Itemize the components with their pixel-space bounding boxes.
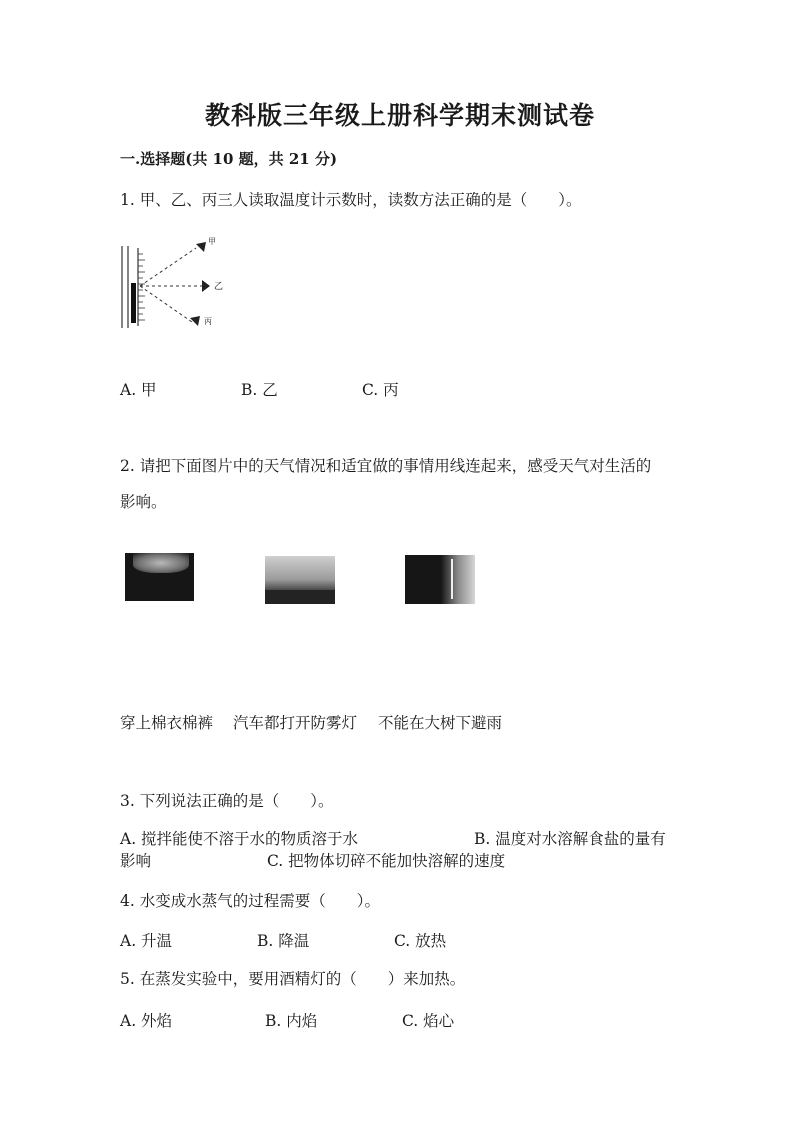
- q5-option-a: A. 外焰: [120, 1012, 173, 1030]
- q3-option-b: B. 温度对水溶解食盐的量有: [474, 830, 666, 848]
- question-2-line2: 影响。: [120, 493, 167, 511]
- q5-option-b: B. 内焰: [265, 1012, 318, 1030]
- page-title: 教科版三年级上册科学期末测试卷: [204, 101, 595, 130]
- q4-option-c: C. 放热: [394, 932, 447, 950]
- activity-cotton-clothes: 穿上棉衣棉裤: [120, 714, 214, 732]
- section-heading: 一.选择题(共 10 题，共 21 分): [120, 150, 338, 168]
- figure-label-yi: 乙: [214, 282, 224, 292]
- q3-option-a: A. 搅拌能使不溶于水的物质溶于水: [120, 830, 359, 848]
- question-5-text: 5. 在蒸发实验中，要用酒精灯的（ ）来加热。: [120, 970, 466, 988]
- figure-label-jia: 甲: [208, 237, 216, 246]
- weather-photo-thunderstorm: [405, 555, 475, 604]
- q4-option-a: A. 升温: [120, 932, 173, 950]
- q3-option-b-cont: 影响: [120, 852, 152, 870]
- question-2-line1: 2. 请把下面图片中的天气情况和适宜做的事情用线连起来，感受天气对生活的: [120, 457, 652, 475]
- q4-option-b: B. 降温: [257, 932, 310, 950]
- q3-option-c: C. 把物体切碎不能加快溶解的速度: [267, 852, 506, 870]
- q1-option-c: C. 丙: [362, 381, 399, 399]
- activity-avoid-trees: 不能在大树下避雨: [378, 714, 503, 732]
- figure-label-bing: 丙: [204, 317, 212, 326]
- q1-option-b: B. 乙: [241, 381, 278, 399]
- weather-photo-snow: [125, 553, 194, 601]
- weather-photo-fog: [265, 556, 335, 604]
- question-4-text: 4. 水变成水蒸气的过程需要（ ）。: [120, 892, 380, 910]
- question-1-text: 1. 甲、乙、丙三人读取温度计示数时，读数方法正确的是（ ）。: [120, 191, 582, 209]
- question-3-text: 3. 下列说法正确的是（ ）。: [120, 792, 334, 810]
- q1-option-a: A. 甲: [120, 381, 157, 399]
- q5-option-c: C. 焰心: [402, 1012, 455, 1030]
- activity-fog-lights: 汽车都打开防雾灯: [233, 714, 358, 732]
